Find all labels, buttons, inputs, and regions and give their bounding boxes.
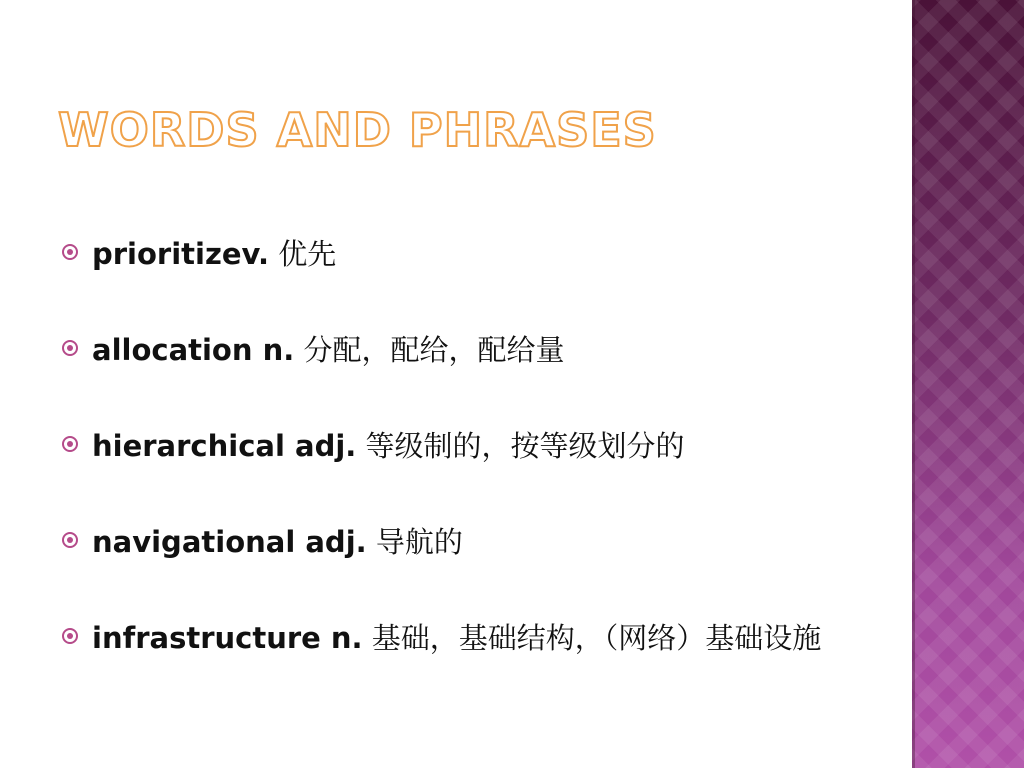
list-item <box>62 424 892 468</box>
term: allocation n. <box>92 333 295 367</box>
list-item <box>62 616 892 660</box>
decorative-side-band <box>912 0 1024 768</box>
circled-dot-bullet-icon <box>62 628 78 644</box>
list-item <box>62 328 892 372</box>
circled-dot-bullet-icon <box>62 244 78 260</box>
definition: 导航的 <box>375 525 463 559</box>
term: prioritizev. <box>92 237 270 271</box>
definition: 分配，配给，配给量 <box>303 333 565 367</box>
term: navigational adj. <box>92 525 367 559</box>
side-band-edge <box>912 0 915 768</box>
circled-dot-bullet-icon <box>62 436 78 452</box>
term: infrastructure n. <box>92 621 363 655</box>
term: hierarchical adj. <box>92 429 357 463</box>
definition: 基础，基础结构，（网络）基础设施 <box>371 621 822 655</box>
circled-dot-bullet-icon <box>62 340 78 356</box>
list-item <box>62 232 892 276</box>
vocabulary-list <box>62 232 892 660</box>
definition: 优先 <box>278 237 337 271</box>
slide-title: WORDS AND PHRASES <box>58 103 657 157</box>
definition: 等级制的，按等级划分的 <box>365 429 685 463</box>
circled-dot-bullet-icon <box>62 532 78 548</box>
list-item <box>62 520 892 564</box>
